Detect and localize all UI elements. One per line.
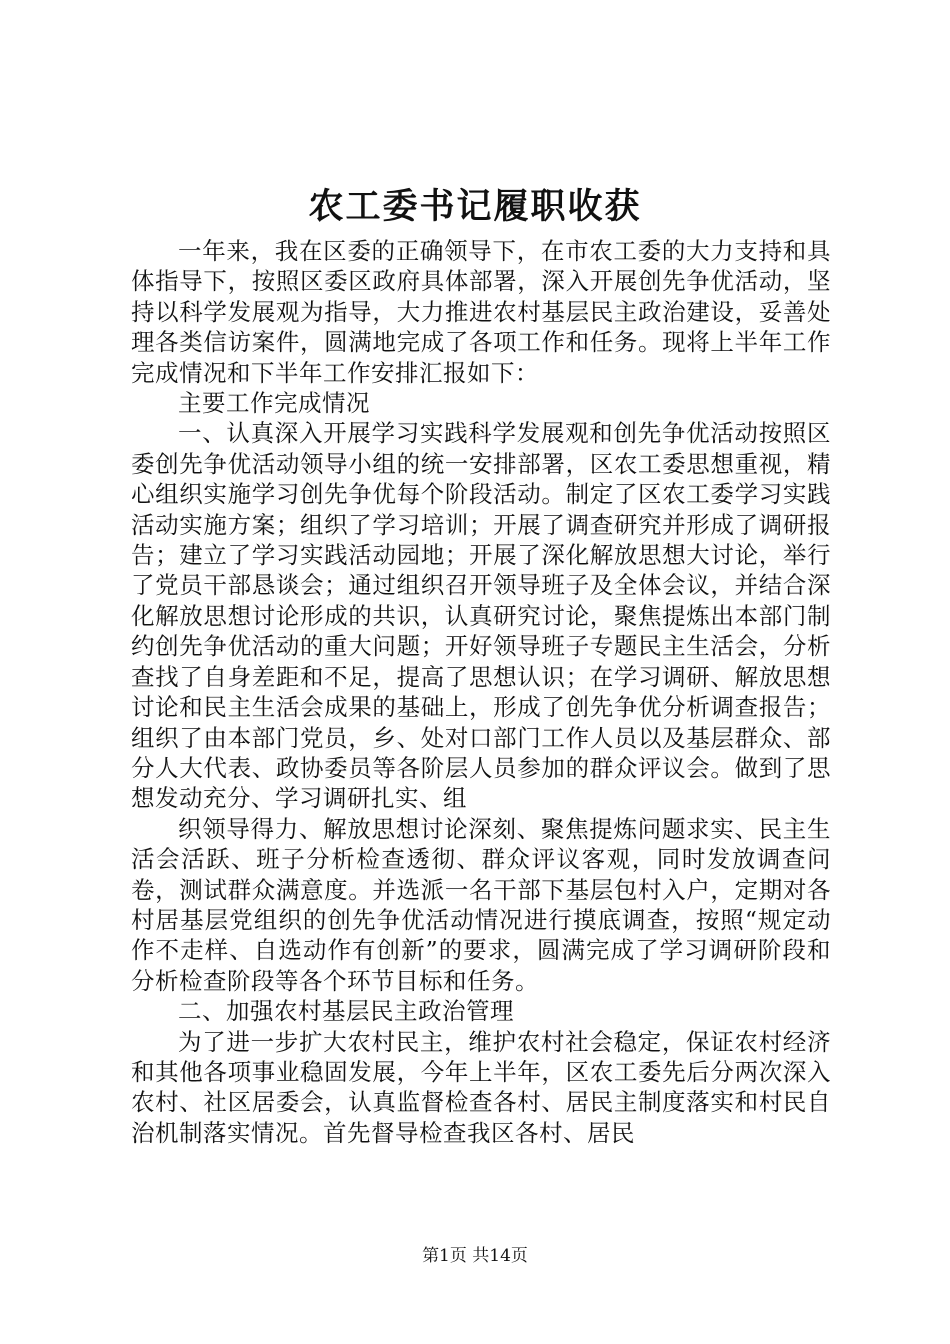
page-number-footer: 第1页 共14页 [422, 1246, 528, 1266]
section-one-paragraph: 一、认真深入开展学习实践科学发展观和创先争优活动按照区委创先争优活动领导小组的统一安排部署，区农工委思想重视，精心组织实施学习创先争优每个阶段活动。制定了区农工委学习实践活动实施方案；组织了学习培训；开展了调查研究并形成了调研报告；建立了学习实践活动园地；开展了深化解放思想大讨论，举行了党员干部恳谈会；通过组织召开领导班子及全体会议，并结合深化解放思想讨论形成的共识，认真研究讨论，聚焦提炼出本部门制约创先争优活动的重大问题；开好领导班子专题民主生活会，分析查找了自身差距和不足，提高了思想认识；在学习调研、解放思想讨论和民主生活会成果的基础上，形成了创先争优分析调查报告；组织了由本部门党员，乡、处对口部门工作人员以及基层群众、部分人大代表、政协委员等各阶层人员参加的群众评议会。做到了思想发动充分、学习调研扎实、组 [131, 419, 831, 813]
section-heading-main-work: 主要工作完成情况 [178, 389, 370, 418]
intro-paragraph: 一年来，我在区委的正确领导下，在市农工委的大力支持和具体指导下，按照区委区政府具体部署，深入开展创先争优活动，坚持以科学发展观为指导，大力推进农村基层民主政治建设，妥善处理各类信访案件，圆满地完成了各项工作和任务。现将上半年工作完成情况和下半年工作安排汇报如下： [131, 237, 831, 387]
document-body [131, 236, 831, 1148]
section-two-paragraph: 为了进一步扩大农村民主，维护农村社会稳定，保证农村经济和其他各项事业稳固发展，今年上半年，区农工委先后分两次深入农村、社区居委会，认真监督检查各村、居民主制度落实和村民自治机制落实情况。首先督导检查我区各村、居民 [131, 1027, 831, 1147]
section-two-heading: 二、加强农村基层民主政治管理 [178, 997, 514, 1026]
section-one-continued-paragraph: 织领导得力、解放思想讨论深刻、聚焦提炼问题求实、民主生活会活跃、班子分析检查透彻、群众评议客观，同时发放调查问卷，测试群众满意度。并选派一名干部下基层包村入户，定期对各村居基层党组织的创先争优活动情况进行摸底调查，按照“规定动作不走样、自选动作有创新”的要求，圆满完成了学习调研阶段和分析检查阶段等各个环节目标和任务。 [131, 814, 831, 995]
page-title: 农工委书记履职收获 [308, 186, 642, 227]
